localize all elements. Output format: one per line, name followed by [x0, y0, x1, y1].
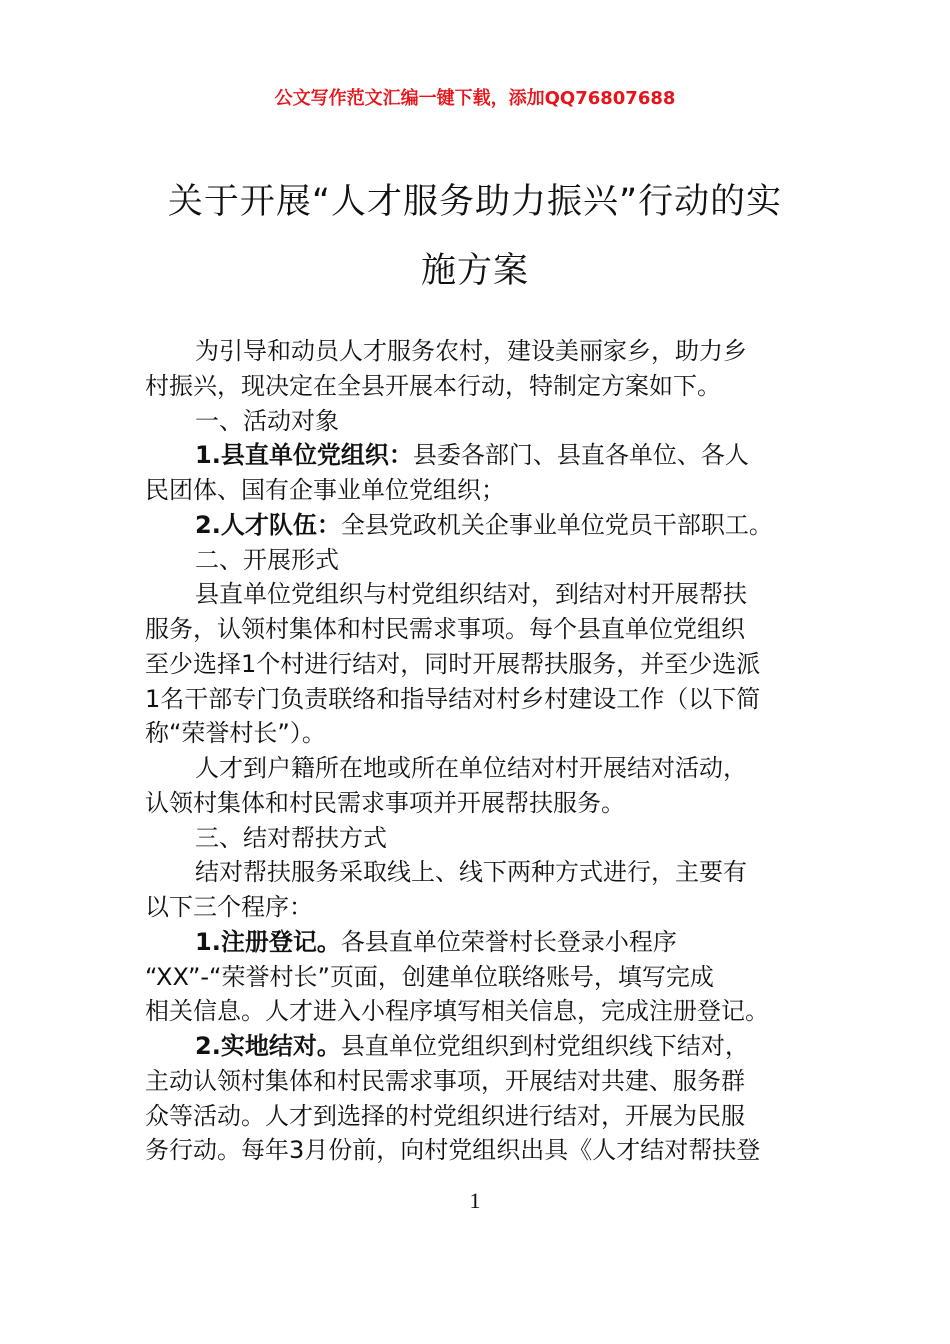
text-line [145, 994, 807, 1029]
text-line [145, 890, 807, 925]
line-text: 1名干部专门负责联络和指导结对村乡村建设工作（以下简 [145, 684, 761, 713]
document-title-line-1: 关于开展“人才服务助力振兴”行动的实 [167, 182, 783, 222]
line-text: 务行动。每年3月份前，向村党组织出具《人才结对帮扶登 [145, 1136, 761, 1165]
bold-heading: 1.注册登记。 [195, 927, 341, 956]
line-text: 县直单位党组织与村党组织结对，到结对村开展帮扶 [195, 580, 747, 609]
line-text: 服务，认领村集体和村民需求事项。每个县直单位党组织 [145, 615, 745, 643]
line-text: 三、结对帮扶方式 [195, 823, 387, 852]
line-text: 村振兴，现决定在全县开展本行动，特制定方案如下。 [145, 371, 721, 400]
text-line [145, 960, 807, 995]
text-line [145, 1064, 807, 1099]
text-line [145, 473, 807, 508]
bold-heading: 2.人才队伍： [195, 510, 341, 539]
text-line [145, 1133, 807, 1168]
text-line [145, 647, 807, 682]
line-text: 以下三个程序： [145, 893, 313, 921]
text-line [145, 438, 807, 473]
text-line [145, 577, 807, 612]
document-title-line-2: 施方案 [420, 251, 529, 291]
text-line [145, 543, 807, 578]
text-line [145, 1029, 807, 1064]
bold-heading: 2.实地结对。 [195, 1032, 341, 1060]
line-text: “XX”-“荣誉村长”页面，创建单位联络账号，填写完成 [145, 962, 714, 991]
line-text: 县直单位党组织到村党组织线下结对， [340, 1032, 749, 1060]
line-text: 称“荣誉村长”）。 [145, 719, 326, 748]
line-text: 认领村集体和村民需求事项并开展帮扶服务。 [145, 788, 625, 817]
text-line [145, 1099, 807, 1134]
line-text: 县委各部门、县直各单位、各人 [412, 441, 749, 470]
text-line [145, 751, 807, 786]
line-text: 各县直单位荣誉村长登录小程序 [340, 927, 677, 956]
line-text: 二、开展形式 [195, 545, 339, 574]
page-number: 1 [469, 1188, 481, 1213]
line-text: 结对帮扶服务采取线上、线下两种方式进行，主要有 [195, 858, 747, 887]
text-line [145, 334, 807, 369]
text-line [145, 855, 807, 890]
text-line [145, 404, 807, 439]
text-line [145, 786, 807, 821]
line-text: 人才到户籍所在地或所在单位结对村开展结对活动， [195, 754, 747, 782]
line-text: 众等活动。人才到选择的村党组织进行结对，开展为民服 [145, 1101, 745, 1130]
bold-heading: 1.县直单位党组织： [195, 441, 413, 470]
text-line [145, 612, 807, 647]
line-text: 为引导和动员人才服务农村，建设美丽家乡，助力乡 [195, 337, 747, 365]
text-line [145, 369, 807, 404]
line-text: 全县党政机关企事业单位党员干部职工。 [340, 510, 773, 539]
line-text: 一、活动对象 [195, 406, 339, 435]
line-text: 主动认领村集体和村民需求事项，开展结对共建、服务群 [145, 1066, 745, 1095]
download-watermark-link: 公文写作范文汇编一键下载，添加QQ76807688 [274, 88, 676, 109]
text-line [145, 821, 807, 856]
line-text: 民团体、国有企事业单位党组织； [145, 476, 505, 504]
text-line [145, 716, 807, 751]
text-line [145, 508, 807, 543]
line-text: 至少选择1个村进行结对，同时开展帮扶服务，并至少选派 [145, 649, 761, 678]
line-text: 相关信息。人才进入小程序填写相关信息，完成注册登记。 [145, 997, 769, 1026]
text-line [145, 925, 807, 960]
document-body [145, 334, 807, 1168]
text-line [145, 682, 807, 717]
